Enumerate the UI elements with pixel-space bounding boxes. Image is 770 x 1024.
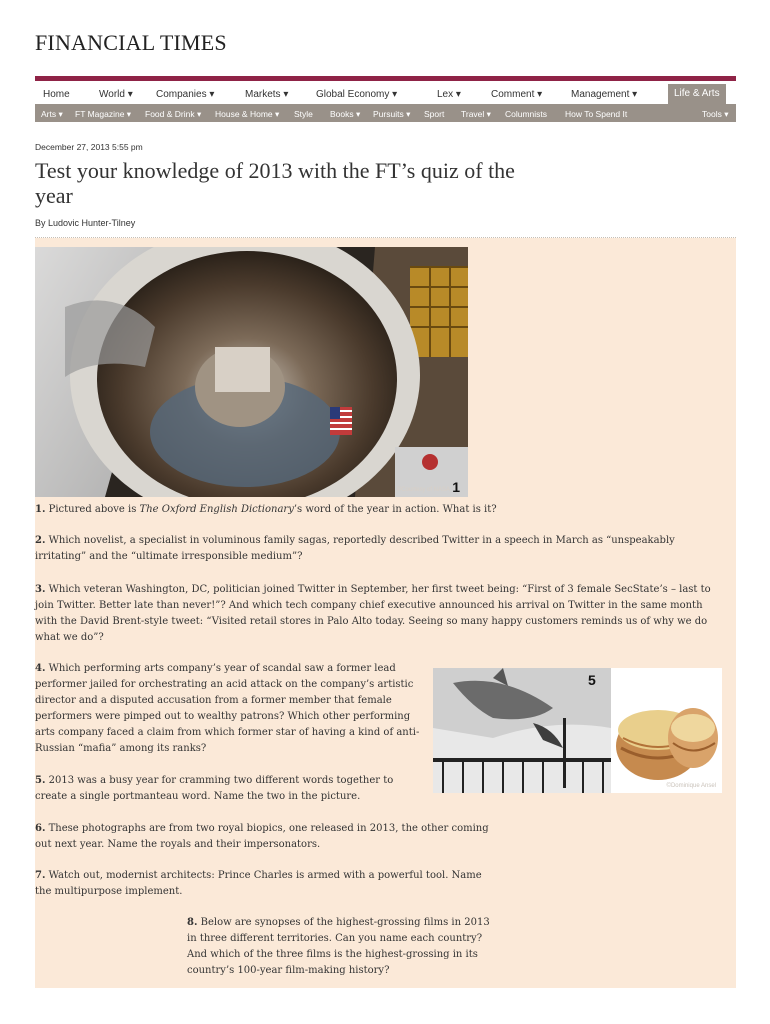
question-number: 7.	[35, 870, 46, 881]
subnav-item-ft-magazine[interactable]: FT Magazine ▾	[75, 109, 132, 119]
quiz-question-1	[35, 502, 725, 518]
question-number: 3.	[35, 584, 46, 595]
question-text: Which novelist, a specialist in voluminous family sagas, reportedly described Twitter in a speech in March as “unspeakably irritating” and the “ultimate irresponsible medium”?	[35, 535, 675, 562]
question-number: 5.	[35, 775, 46, 786]
nav-item-world[interactable]: World ▾	[99, 89, 133, 100]
masthead-logo[interactable]: FINANCIAL TIMES	[35, 30, 227, 55]
subnav-item-how-to-spend-it[interactable]: How To Spend It	[565, 109, 628, 119]
question-number: 4.	[35, 663, 46, 674]
nav-item-companies[interactable]: Companies ▾	[156, 89, 215, 100]
quiz-question-5	[35, 773, 427, 805]
article-headline: Test your knowledge of 2013 with the FT’s quiz of the year	[35, 158, 515, 208]
quiz-question-4	[35, 661, 427, 757]
subnav-item-style[interactable]: Style	[294, 109, 313, 119]
quiz-question-8	[187, 915, 499, 979]
photo-credit: ©Dominique Ansel	[666, 783, 716, 789]
subnav-item-house-home[interactable]: House & Home ▾	[215, 109, 280, 119]
subnav-item-sport[interactable]: Sport	[424, 109, 445, 119]
question-text: ’s word of the year in action. What is it?	[293, 504, 497, 515]
photo-credit: ©Courtesy of NASA	[396, 487, 450, 493]
question-text: Which performing arts company’s year of scandal saw a former lead performer jailed for orchestrating an acid attack on the company’s artistic director and a disputed accusation from a former member that female performers were pimped out to wealthy patrons? Which other performing arts company faced a claim from which former star of having a kind of anti-Russian “mafia” among its ranks?	[35, 663, 420, 754]
question-text: Pictured above is	[45, 504, 140, 515]
article-byline[interactable]: By Ludovic Hunter-Tilney	[35, 218, 136, 228]
question-text: Below are synopses of the highest-grossing films in 2013 in three different territories. Can you name each country? And which of the three films is the highest-grossing in its country’s 100-year film-making history?	[187, 917, 490, 976]
astronaut-selfie-photo	[35, 247, 468, 497]
quiz-question-7	[35, 868, 497, 900]
secondary-nav	[35, 104, 736, 122]
question-number: 2.	[35, 535, 46, 546]
question-number: 8.	[187, 917, 198, 928]
subnav-item-travel[interactable]: Travel ▾	[461, 109, 491, 119]
quiz-question-6	[35, 821, 497, 853]
photo-number: 5	[588, 672, 596, 688]
question-number: 1.	[35, 504, 46, 515]
nav-item-home[interactable]: Home	[43, 89, 70, 100]
question-number: 6.	[35, 823, 46, 834]
subnav-item-books[interactable]: Books ▾	[330, 109, 361, 119]
nav-item-life-arts[interactable]: Life & Arts	[668, 84, 726, 106]
article-dateline: December 27, 2013 5:55 pm	[35, 142, 143, 152]
question-text: Watch out, modernist architects: Prince Charles is armed with a powerful tool. Name the multipurpose implement.	[35, 870, 482, 897]
nav-item-comment[interactable]: Comment ▾	[491, 89, 543, 100]
question-text: These photographs are from two royal biopics, one released in 2013, the other coming out next year. Name the royals and their impersonators.	[35, 823, 489, 850]
nav-item-markets[interactable]: Markets ▾	[245, 89, 289, 100]
question-emphasis: The Oxford English Dictionary	[139, 504, 294, 515]
primary-nav	[35, 84, 736, 104]
subnav-item-food-drink[interactable]: Food & Drink ▾	[145, 109, 202, 119]
question-text: Which veteran Washington, DC, politician joined Twitter in September, her first tweet being: “First of 3 female SecState’s – last to join Twitter. Better late than never!”? And which tech company chief executive announced his arrival on Twitter in the same month with the David Brent-style tweet: “Visited retail stores in Palo Alto today. Seeing so many happy customers reminds us of why we do what we do”?	[35, 584, 711, 643]
subnav-item-pursuits[interactable]: Pursuits ▾	[373, 109, 411, 119]
nav-item-management[interactable]: Management ▾	[571, 89, 638, 100]
question-text: 2013 was a busy year for cramming two different words together to create a single portmanteau word. Name the two in the picture.	[35, 775, 394, 802]
photo-number: 1	[452, 479, 460, 495]
nav-item-global-economy[interactable]: Global Economy ▾	[316, 89, 398, 100]
quiz-question-2	[35, 533, 725, 565]
portmanteau-photo	[433, 668, 722, 793]
subnav-item-arts[interactable]: Arts ▾	[41, 109, 63, 119]
nav-item-lex[interactable]: Lex ▾	[437, 89, 461, 100]
masthead-rule	[35, 76, 736, 81]
quiz-question-3	[35, 582, 725, 646]
subnav-item-tools[interactable]: Tools ▾	[702, 109, 729, 119]
subnav-item-columnists[interactable]: Columnists	[505, 109, 548, 119]
